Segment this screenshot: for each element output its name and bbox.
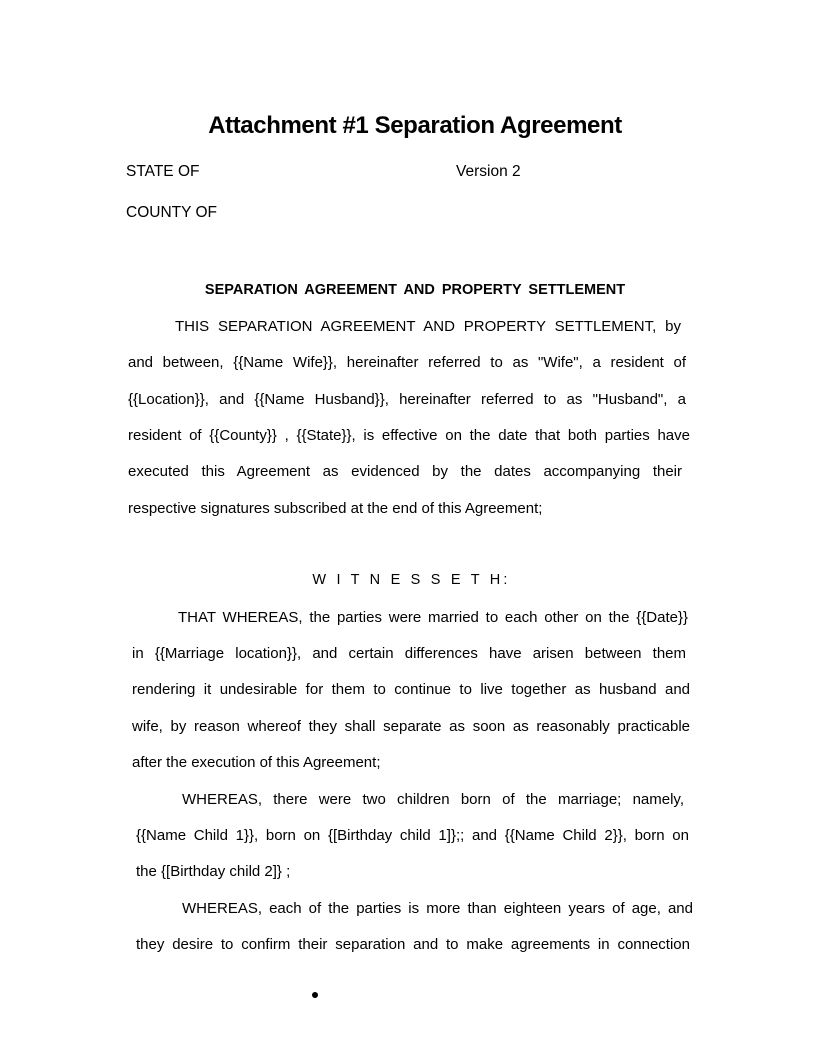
text-line: WHEREAS, there were two children born of the marriage; namely, xyxy=(182,791,684,808)
text-line: resident of {{County}} , {{State}}, is effective on the date that both parties have xyxy=(128,427,690,444)
state-label: STATE OF xyxy=(126,163,200,180)
bullet-dot xyxy=(312,992,318,998)
agreement-heading: SEPARATION AGREEMENT AND PROPERTY SETTLEMENT xyxy=(204,282,626,298)
text-line: they desire to confirm their separation and to make agreements in connection xyxy=(136,936,690,953)
version-label: Version 2 xyxy=(456,163,521,180)
text-line: {{Location}}, and {{Name Husband}}, hereinafter referred to as "Husband", a xyxy=(128,391,686,408)
text-line: in {{Marriage location}}, and certain differences have arisen between them xyxy=(132,645,686,662)
witnesseth-heading: W I T N E S S E T H: xyxy=(312,572,511,588)
text-line: executed this Agreement as evidenced by the dates accompanying their xyxy=(128,463,682,480)
text-line: WHEREAS, each of the parties is more than eighteen years of age, and xyxy=(182,900,693,917)
text-line: THAT WHEREAS, the parties were married to each other on the {{Date}} xyxy=(178,609,688,626)
text-line: THIS SEPARATION AGREEMENT AND PROPERTY SETTLEMENT, by xyxy=(175,318,681,335)
text-line: rendering it undesirable for them to continue to live together as husband and xyxy=(132,681,690,698)
text-line: the {[Birthday child 2]} ; xyxy=(136,863,291,880)
county-label: COUNTY OF xyxy=(126,204,217,221)
text-line: after the execution of this Agreement; xyxy=(132,754,381,771)
text-line: {{Name Child 1}}, born on {[Birthday child 1]};; and {{Name Child 2}}, born on xyxy=(136,827,689,844)
text-line: wife, by reason whereof they shall separate as soon as reasonably practicable xyxy=(132,718,690,735)
text-line: respective signatures subscribed at the end of this Agreement; xyxy=(128,500,543,517)
document-title: Attachment #1 Separation Agreement xyxy=(208,112,622,139)
text-line: and between, {{Name Wife}}, hereinafter referred to as "Wife", a resident of xyxy=(128,354,686,371)
